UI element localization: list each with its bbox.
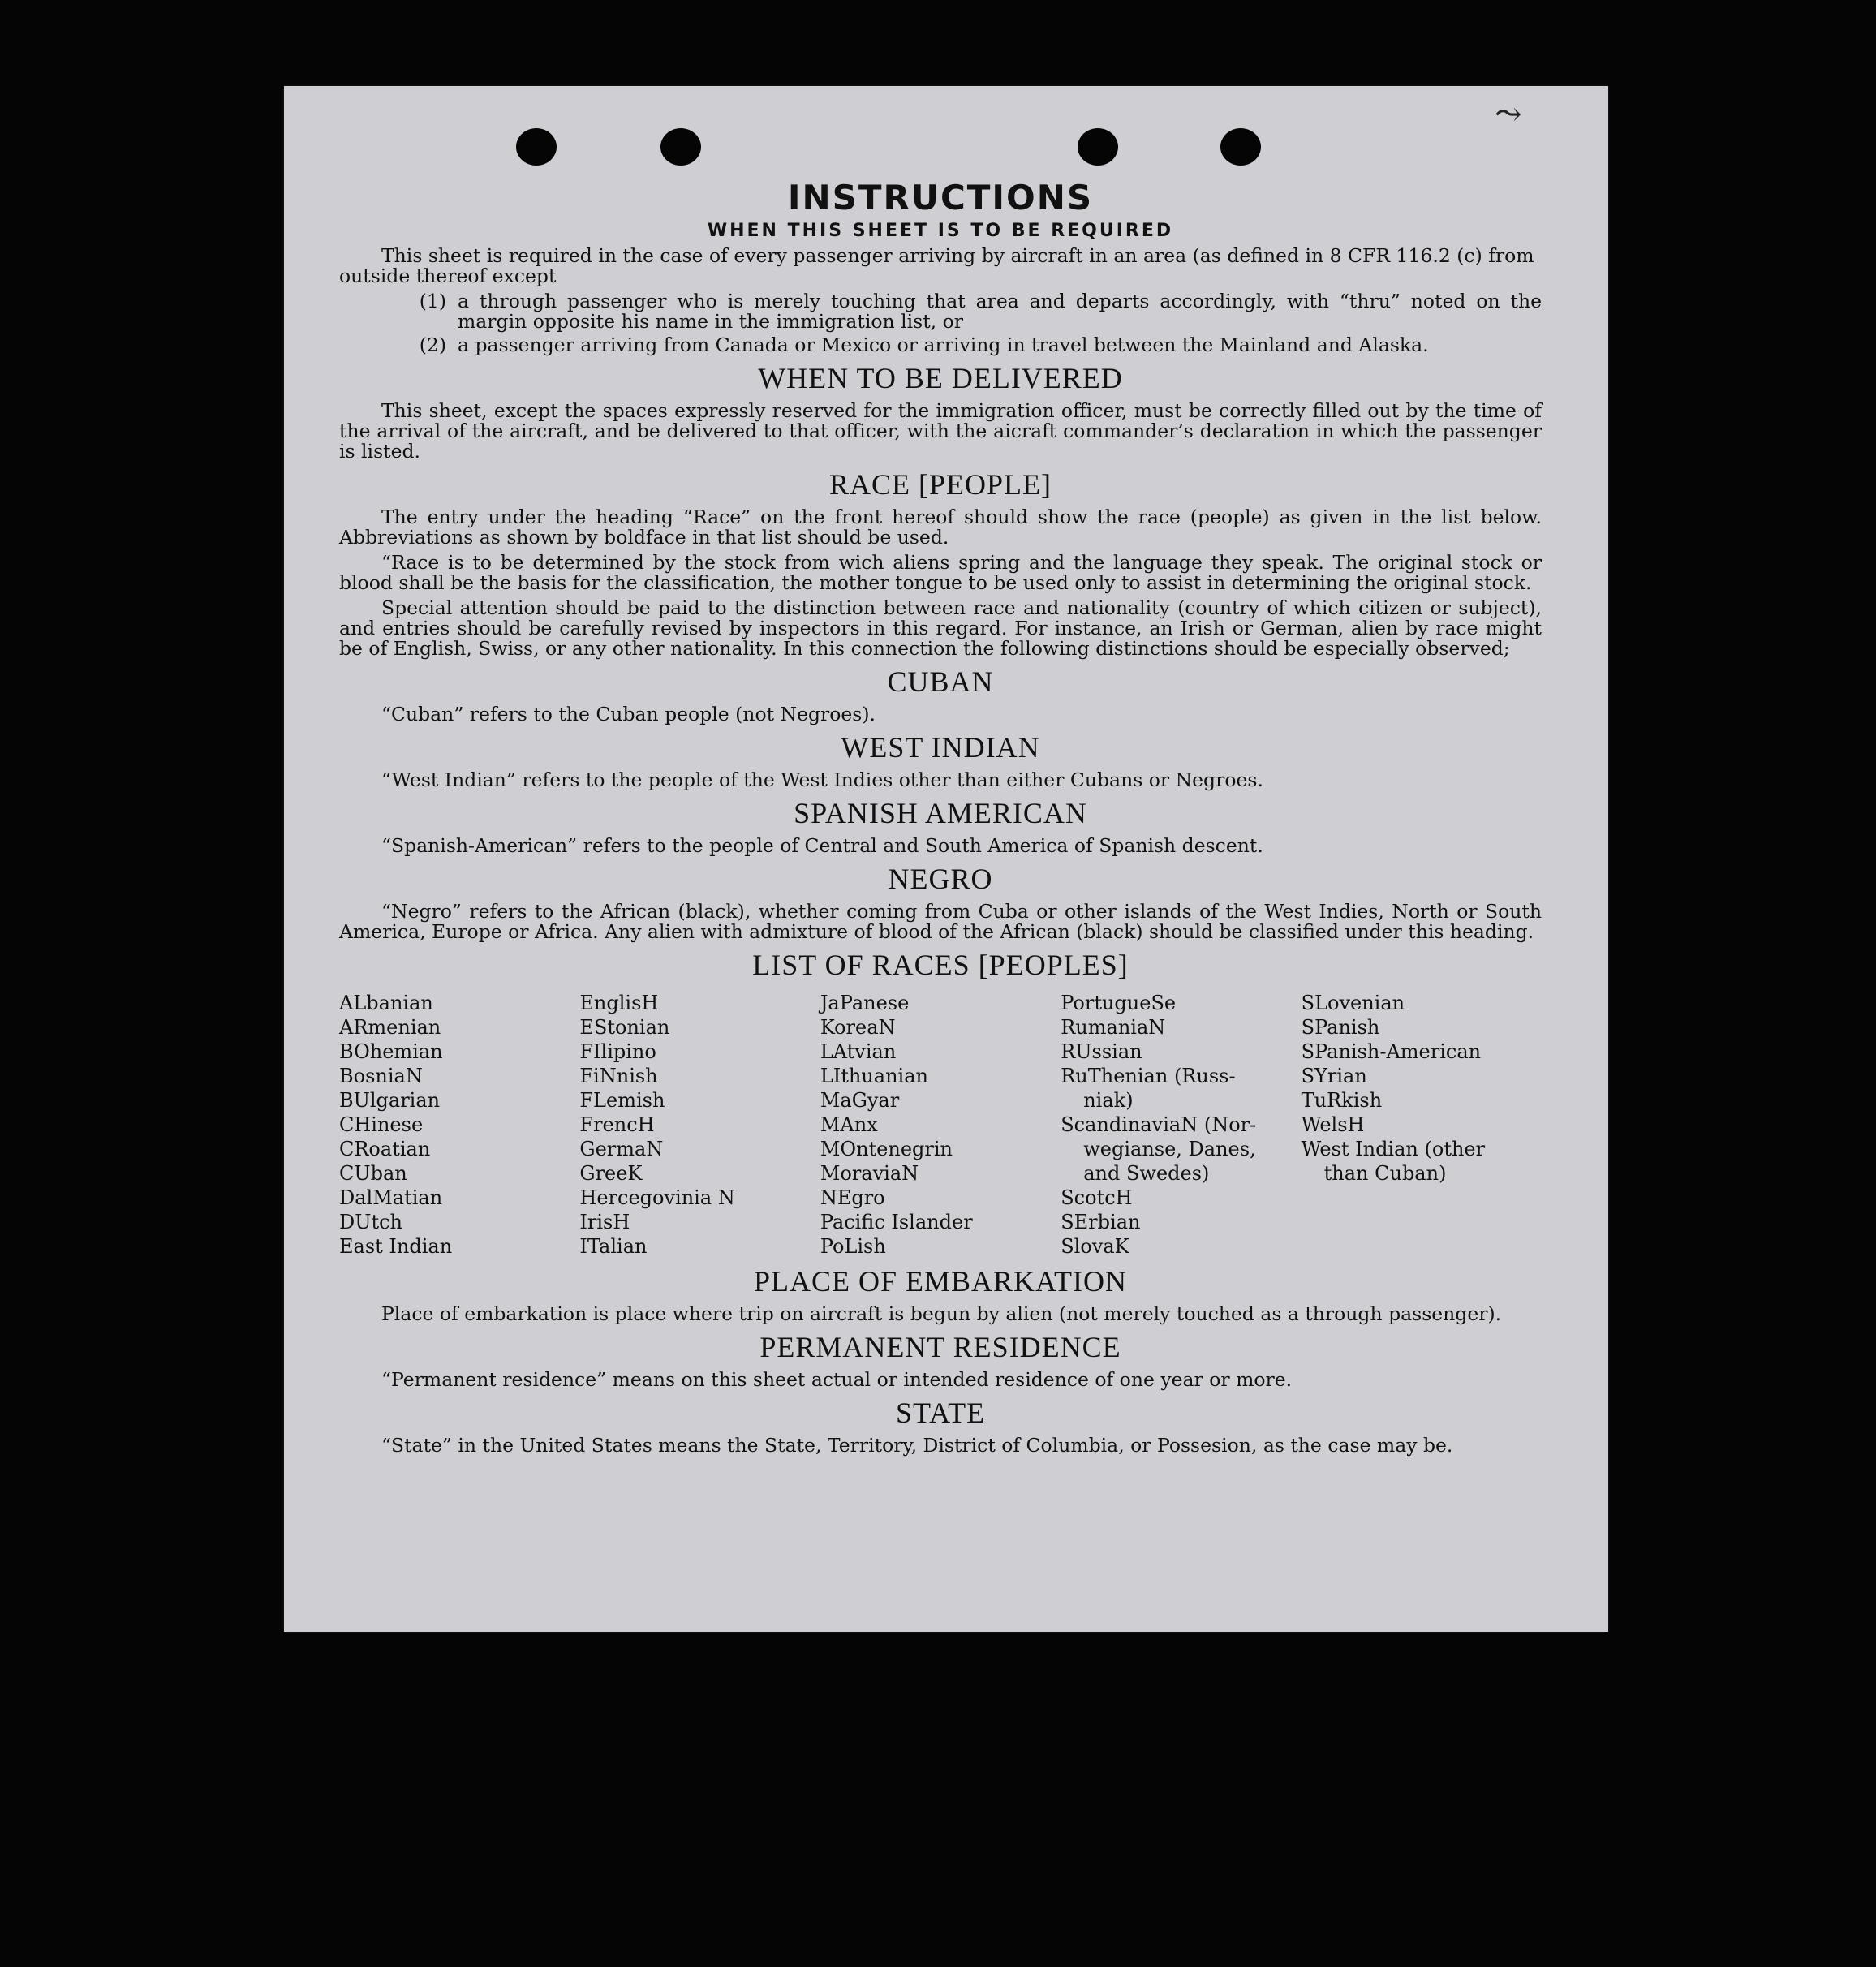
section-heading-delivered: WHEN TO BE DELIVERED — [758, 362, 1123, 394]
section-heading-state: STATE — [895, 1397, 986, 1429]
list-item: FiNnish — [579, 1065, 658, 1087]
list-item: ScotcH — [1061, 1186, 1133, 1209]
list-item: DUtch — [339, 1211, 403, 1233]
races-column — [339, 991, 579, 1259]
list-item: RuThenian (Russ- — [1061, 1065, 1236, 1087]
list-item: TuRkish — [1301, 1089, 1383, 1112]
punch-hole — [516, 128, 557, 166]
list-item: PortugueSe — [1061, 992, 1177, 1014]
list-item: and Swedes) — [1083, 1162, 1210, 1185]
list-item: RUssian — [1061, 1040, 1142, 1063]
list-item: East Indian — [339, 1235, 453, 1258]
list-item: GermaN — [579, 1138, 664, 1160]
spanish-american-text: “Spanish-American” refers to the people of Central and South America of Spanish descent. — [381, 834, 1263, 857]
punch-hole — [1078, 128, 1118, 166]
races-column — [1302, 991, 1542, 1259]
list-item: FrencH — [579, 1113, 655, 1136]
list-item: LAtvian — [820, 1040, 897, 1063]
state-text: “State” in the United States means the State, Territory, District of Columbia, or Possesion, as the case may be. — [381, 1434, 1453, 1457]
document-sheet — [284, 86, 1608, 1632]
negro-text: “Negro” refers to the African (black), whether coming from Cuba or other islands of the West Indies, North or South America, Europe or Africa. Any alien with admixture of blood of the African (black) should be classified under this heading. — [339, 900, 1542, 943]
list-item: DalMatian — [339, 1186, 443, 1209]
list-item: CUban — [339, 1162, 407, 1185]
list-item: MAnx — [820, 1113, 878, 1136]
races-column — [1061, 991, 1301, 1259]
list-item: West Indian (other — [1301, 1138, 1486, 1160]
list-item: NEgro — [820, 1186, 885, 1209]
list-item: SPanish — [1301, 1016, 1380, 1039]
handwritten-mark-icon: ⤳ — [1495, 96, 1522, 133]
list-item: MoraviaN — [820, 1162, 919, 1185]
list-item: BosniaN — [339, 1065, 423, 1087]
race-paragraph: “Race is to be determined by the stock from wich aliens spring and the language they speak. The original stock or blood shall be the basis for the classification, the mother tongue to be used only to assist in determining the original stock. — [339, 551, 1542, 594]
list-item: MOntenegrin — [820, 1138, 953, 1160]
list-item: niak) — [1083, 1089, 1134, 1112]
list-item: FLemish — [579, 1089, 665, 1112]
list-item: KoreaN — [820, 1016, 896, 1039]
west-indian-text: “West Indian” refers to the people of the West Indies other than either Cubans or Negroes. — [381, 768, 1263, 791]
list-item: WelsH — [1301, 1113, 1365, 1136]
list-item: wegianse, Danes, — [1083, 1138, 1256, 1160]
embarkation-text: Place of embarkation is place where trip on aircraft is begun by alien (not merely touched as a through passenger). — [381, 1302, 1502, 1325]
list-item: GreeK — [579, 1162, 643, 1185]
list-item: CRoatian — [339, 1138, 431, 1160]
races-column — [579, 991, 820, 1259]
section-heading-negro: NEGRO — [888, 863, 993, 895]
section-heading-cuban: CUBAN — [887, 665, 994, 698]
document-content — [339, 180, 1542, 1461]
residence-text: “Permanent residence” means on this sheet actual or intended residence of one year or more. — [381, 1368, 1293, 1391]
delivered-text: This sheet, except the spaces expressly reserved for the immigration officer, must be correctly filled out by the time of the arrival of the aircraft, and be delivered to that officer, with the aicraft commander’s declaration in which the passenger is listed. — [339, 399, 1542, 463]
races-list — [339, 991, 1542, 1259]
list-item: JaPanese — [820, 992, 910, 1014]
list-item: ALbanian — [339, 992, 433, 1014]
list-item: Hercegovinia N — [579, 1186, 735, 1209]
exception-item: (1) a through passenger who is merely touching that area and departs accordingly, with “thru” noted on the margin opposite his name in the immigration list, or — [419, 290, 1542, 333]
list-item: BOhemian — [339, 1040, 443, 1063]
section-heading-embarkation: PLACE OF EMBARKATION — [753, 1265, 1128, 1298]
list-item: ARmenian — [339, 1016, 441, 1039]
list-item: SErbian — [1061, 1211, 1141, 1233]
punch-hole — [660, 128, 701, 166]
races-column — [820, 991, 1061, 1259]
list-item: BUlgarian — [339, 1089, 441, 1112]
list-item: EStonian — [579, 1016, 670, 1039]
intro-text: This sheet is required in the case of every passenger arriving by aircraft in an area (as defined in 8 CFR 116.2 (c) from outside thereof except — [339, 244, 1534, 287]
list-item: SLovenian — [1301, 992, 1405, 1014]
list-item: SPanish-American — [1301, 1040, 1482, 1063]
race-paragraph: The entry under the heading “Race” on the front hereof should show the race (people) as given in the list below. Abbreviations as shown by boldface in that list should be used. — [339, 506, 1542, 549]
cuban-text: “Cuban” refers to the Cuban people (not Negroes). — [381, 703, 876, 725]
list-item: MaGyar — [820, 1089, 900, 1112]
section-heading-west-indian: WEST INDIAN — [841, 731, 1040, 764]
page-title: INSTRUCTIONS — [787, 178, 1094, 217]
section-heading-race: RACE [PEOPLE] — [829, 468, 1052, 501]
page-subtitle: WHEN THIS SHEET IS TO BE REQUIRED — [707, 221, 1174, 241]
exception-item: (2) a passenger arriving from Canada or Mexico or arriving in travel between the Mainland and Alaska. — [419, 334, 1429, 356]
list-item: than Cuban) — [1323, 1162, 1447, 1185]
list-item: IrisH — [579, 1211, 630, 1233]
section-heading-list-of-races: LIST OF RACES [PEOPLES] — [752, 949, 1129, 981]
list-item: SlovaK — [1061, 1235, 1129, 1258]
list-item: ITalian — [579, 1235, 648, 1258]
punch-hole — [1220, 128, 1261, 166]
list-item: FIlipino — [579, 1040, 656, 1063]
list-item: CHinese — [339, 1113, 424, 1136]
race-paragraph: Special attention should be paid to the distinction between race and nationality (country of which citizen or subject), and entries should be carefully revised by inspectors in this regard. For instance, an Irish or German, alien by race might be of English, Swiss, or any other nationality. In this connection the following distinctions should be especially observed; — [339, 596, 1542, 660]
list-item: EnglisH — [579, 992, 659, 1014]
list-item: LIthuanian — [820, 1065, 928, 1087]
list-item: ScandinaviaN (Nor- — [1061, 1113, 1257, 1136]
list-item: RumaniaN — [1061, 1016, 1166, 1039]
section-heading-residence: PERMANENT RESIDENCE — [759, 1331, 1121, 1363]
section-heading-spanish-american: SPANISH AMERICAN — [794, 797, 1087, 829]
list-item: Pacific Islander — [820, 1211, 973, 1233]
list-item: SYrian — [1301, 1065, 1367, 1087]
list-item: PoLish — [820, 1235, 886, 1258]
